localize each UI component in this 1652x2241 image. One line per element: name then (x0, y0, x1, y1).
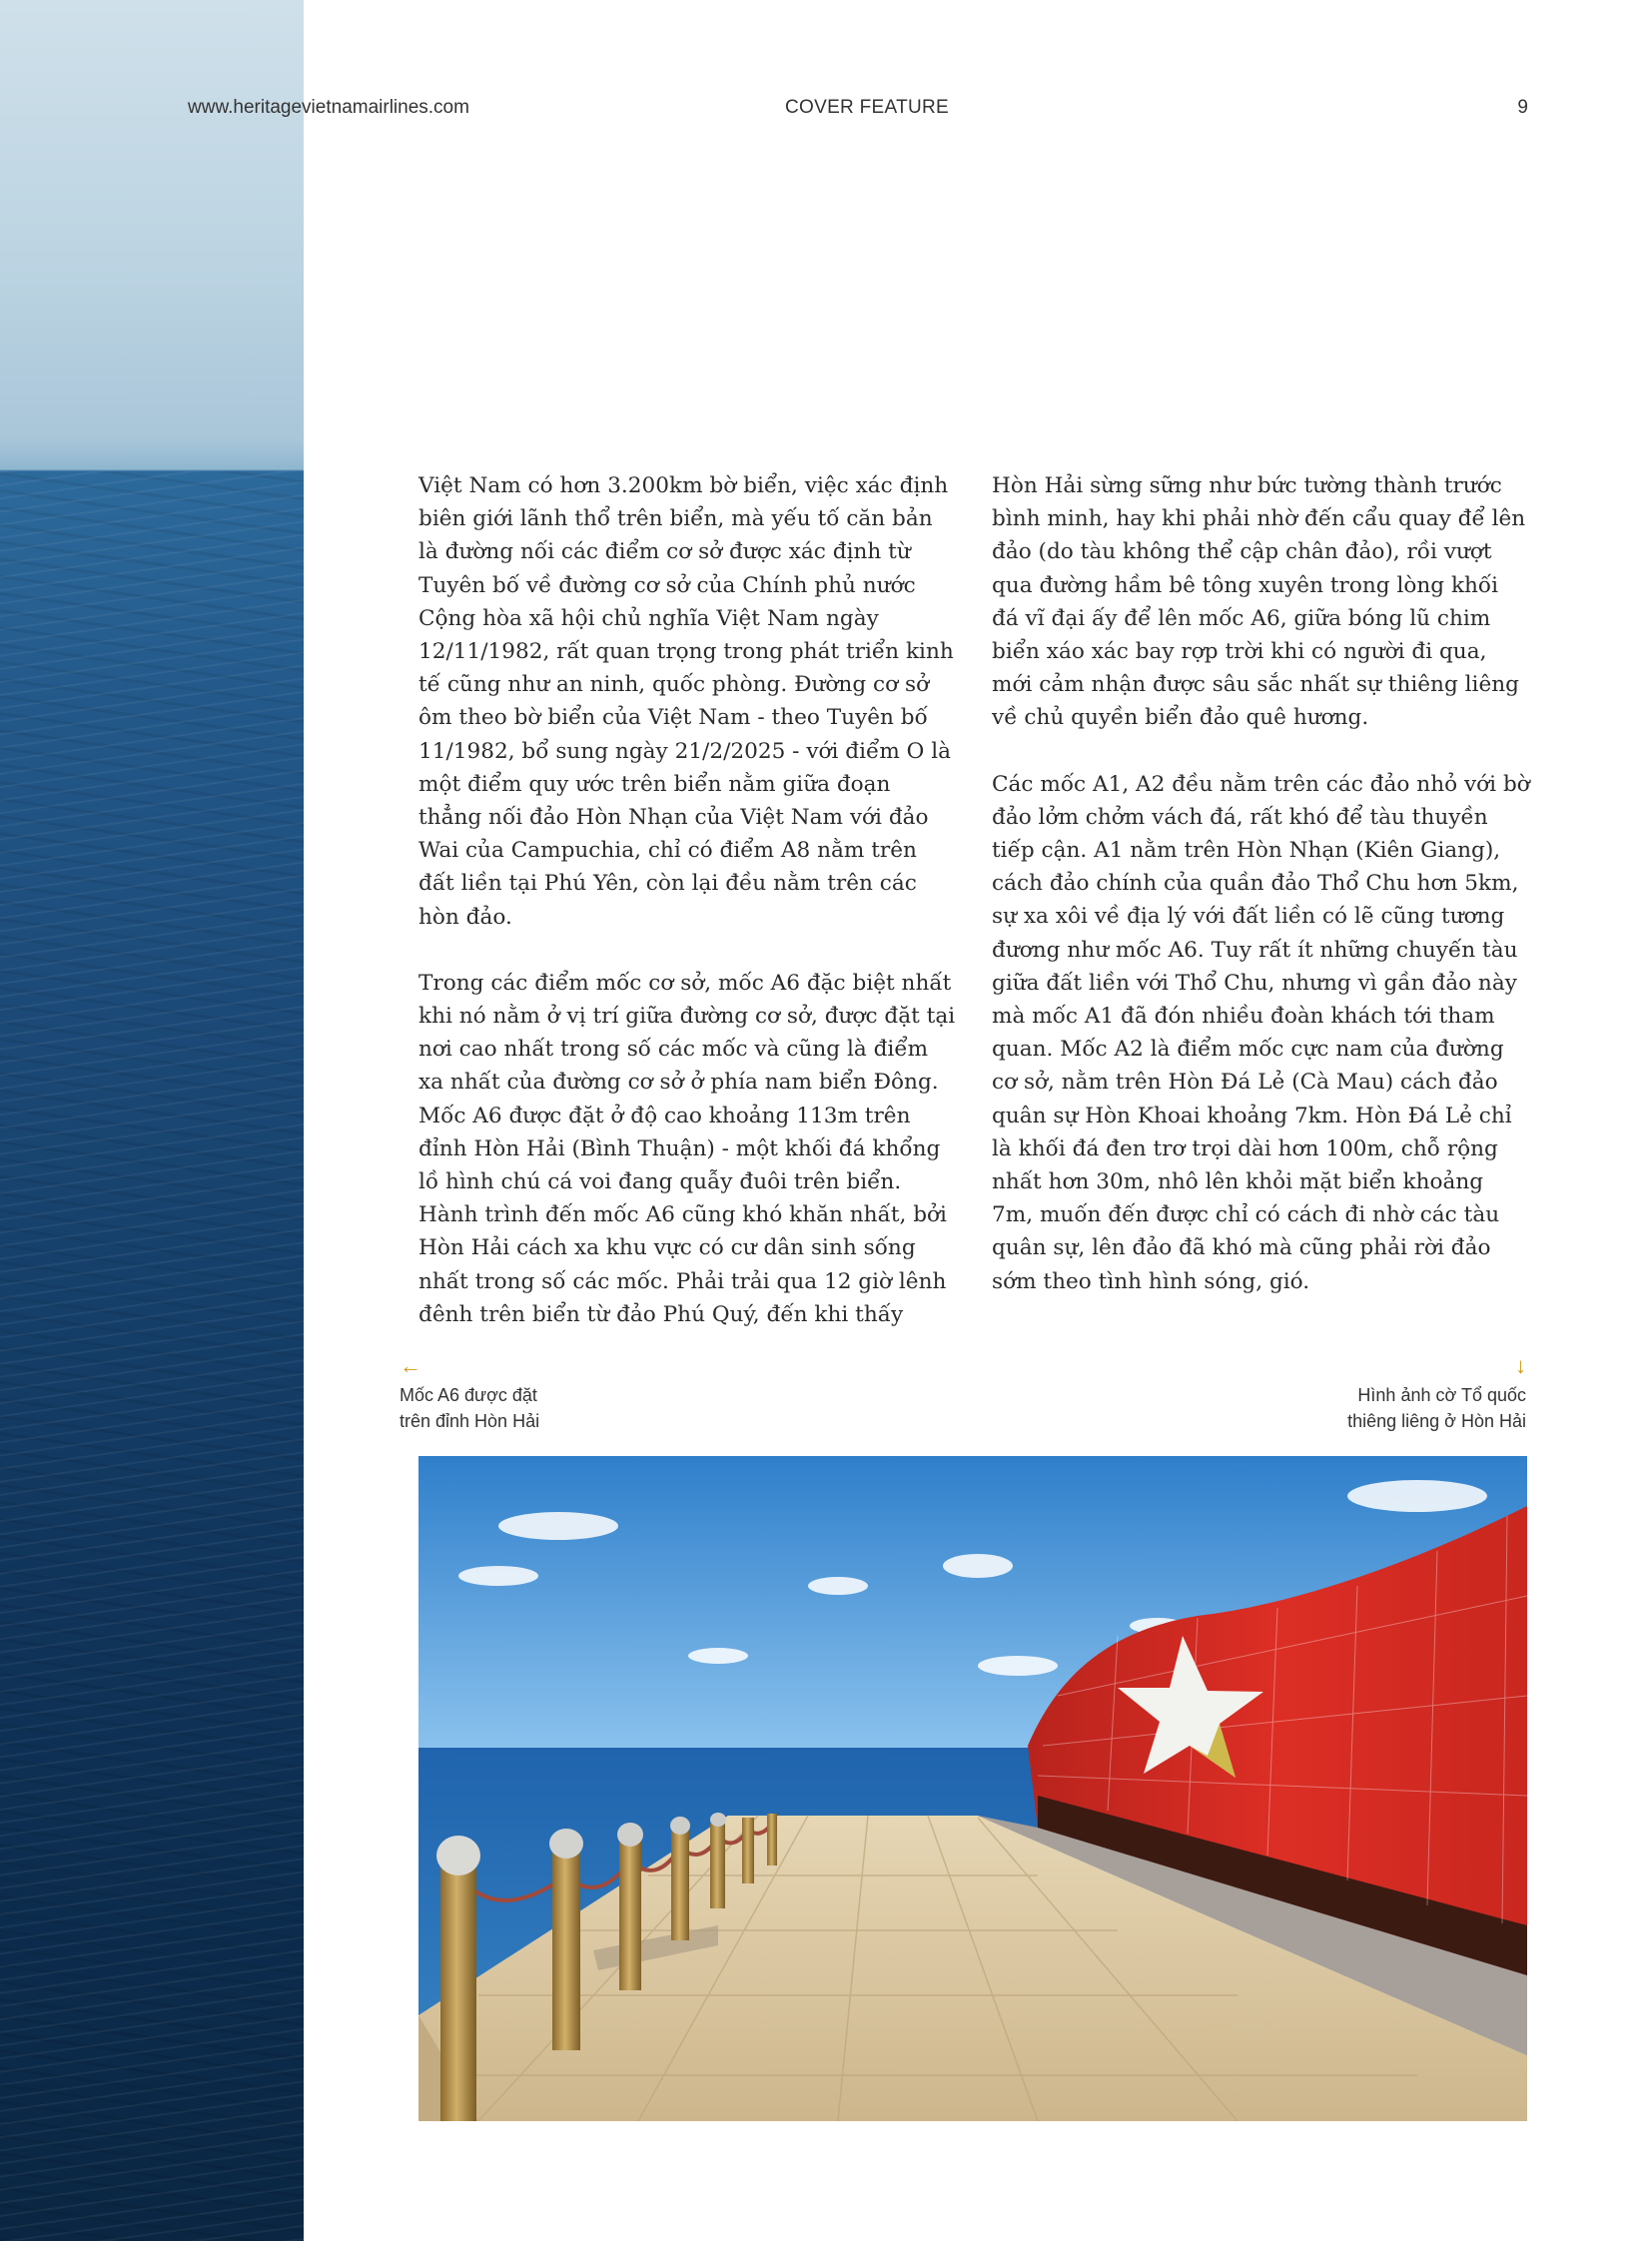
caption-right-line2: thiêng liêng ở Hòn Hải (1347, 1411, 1526, 1431)
header-section: COVER FEATURE (785, 97, 950, 118)
paragraph: Các mốc A1, A2 đều nằm trên các đảo nhỏ với bờ đảo lởm chởm vách đá, rất khó để tàu thuyền tiếp cận. A1 nằm trên Hòn Nhạn (Kiên Giang), cách đảo chính của quần đảo Thổ Chu hơn 5km, sự xa xôi về địa lý với đất liền có lẽ cũng tương đương như mốc A6. Tuy rất ít những chuyến tàu giữa đất liền với Thổ Chu, nhưng vì gần đảo này mà mốc A1 đã đón nhiều đoàn khách tới tham quan. Mốc A2 là điểm mốc cực nam của đường cơ sở, nằm trên Hòn Đá Lẻ (Cà Mau) cách đảo quân sự Hòn Khoai khoảng 7km. Hòn Đá Lẻ chỉ là khối đá đen trơ trọi dài hơn 100m, chỗ rộng nhất hơn 30m, nhô lên khỏi mặt biển khoảng 7m, muốn đến được chỉ có cách đi nhờ các tàu quân sự, lên đảo đã khó mà cũng phải rời đảo sớm theo tình hình sóng, gió. (992, 771, 1530, 1294)
flag-wall-illustration (418, 1456, 1527, 2121)
arrow-left-icon: ← (400, 1353, 421, 1378)
paragraph: Việt Nam có hơn 3.200km bờ biển, việc xác định biên giới lãnh thổ trên biển, mà yếu tố căn bản là đường nối các điểm cơ sở được xác định từ Tuyên bố về đường cơ sở của Chính phủ nước Cộng hòa xã hội chủ nghĩa Việt Nam ngày 12/11/1982, rất quan trọng trong phát triển kinh tế cũng như an ninh, quốc phòng. Đường cơ sở ôm theo bờ biển của Việt Nam - theo Tuyên bố 11/1982, bổ sung ngày 21/2/2025 - với điểm O là một điểm quy ước trên biển nằm giữa đoạn thẳng nối đảo Hòn Nhạn của Việt Nam với đảo Wai của Campuchia, chỉ có điểm A8 nằm trên đất liền tại Phú Yên, còn lại đều nằm trên các hòn đảo. (418, 473, 954, 930)
arrow-down-icon: ↓ (1515, 1353, 1526, 1378)
caption-left-line1: Mốc A6 được đặt (400, 1385, 537, 1405)
caption-left-line2: trên đỉnh Hòn Hải (400, 1411, 540, 1431)
page-number: 9 (1517, 97, 1528, 118)
caption-right-line1: Hình ảnh cờ Tổ quốc (1357, 1385, 1526, 1405)
article-column-right (992, 469, 1531, 1331)
caption-left (400, 1354, 639, 1434)
paragraph: Trong các điểm mốc cơ sở, mốc A6 đặc biệt nhất khi nó nằm ở vị trí giữa đường cơ sở, được đặt tại nơi cao nhất trong số các mốc và cũng là điểm xa nhất của đường cơ sở ở phía nam biển Đông. Mốc A6 được đặt ở độ cao khoảng 113m trên đỉnh Hòn Hải (Bình Thuận) - một khối đá khổng lồ hình chú cá voi đang quẫy đuôi trên biển. Hành trình đến mốc A6 cũng khó khăn nhất, bởi Hòn Hải cách xa khu vực có cư dân sinh sống nhất trong số các mốc. Phải trải qua 12 giờ lênh đênh trên biển từ đảo Phú Quý, đến khi thấy (418, 970, 956, 1327)
header-url: www.heritagevietnamairlines.com (188, 97, 469, 118)
photo-flag-wall (418, 1456, 1527, 2121)
article-column-left (418, 469, 958, 1364)
caption-right (1278, 1354, 1526, 1434)
sea-photo-strip (0, 0, 304, 2241)
sea-texture (0, 471, 304, 2241)
paragraph: Hòn Hải sừng sững như bức tường thành trước bình minh, hay khi phải nhờ đến cẩu quay để lên đảo (do tàu không thể cập chân đảo), rồi vượt qua đường hầm bê tông xuyên trong lòng khối đá vĩ đại ấy để lên mốc A6, giữa bóng lũ chim biển xáo xác bay rợp trời khi có người đi qua, mới cảm nhận được sâu sắc nhất sự thiêng liêng về chủ quyền biển đảo quê hương. (992, 473, 1526, 731)
